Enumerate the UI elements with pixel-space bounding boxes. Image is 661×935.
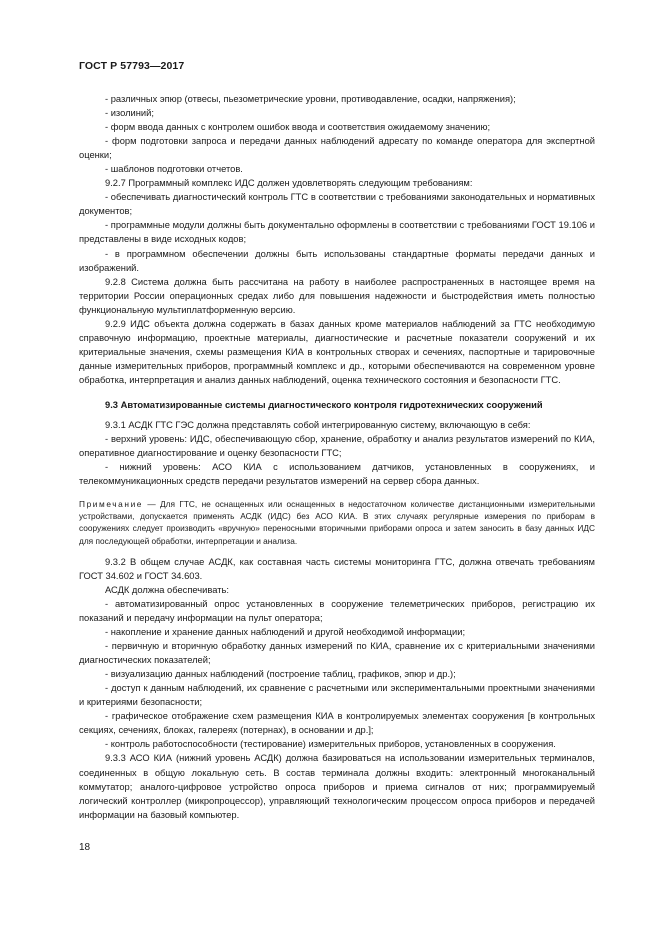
- body-paragraph: - автоматизированный опрос установленных в сооружение телеметрических приборов, регистрацию их показаний и передачу информации на пульт оператора;: [79, 598, 595, 624]
- body-paragraph: АСДК должна обеспечивать:: [105, 584, 229, 595]
- body-paragraph: - программные модули должны быть документально оформлены в соответствии с требованиями ГОСТ 19.106 и представлены в виде исходных кодов;: [79, 220, 595, 245]
- body-paragraph: - графическое отображение схем размещения КИА в контролируемых элементах сооружения [в контрольных секциях, сечениях, блоках, галереях (потернах), в основании и др.];: [79, 711, 595, 736]
- body-paragraph: - верхний уровень: ИДС, обеспечивающую сбор, хранение, обработку и анализ результатов измерений по КИА, оперативное диагностирование и оценку безопасности ГТС;: [79, 433, 595, 458]
- body-paragraph: 9.2.7 Программный комплекс ИДС должен удовлетворять следующим требованиям:: [105, 178, 473, 189]
- page-body: [79, 92, 595, 822]
- body-paragraph: - доступ к данным наблюдений, их сравнение с расчетными или экспериментальными проектными значениями и критериями безопасности;: [79, 683, 595, 708]
- page-number: 18: [79, 842, 91, 853]
- body-paragraph: 9.2.9 ИДС объекта должна содержать в базах данных кроме материалов наблюдений за ГТС необходимую справочную информацию, проектные материалы, диагностические и расчетные показатели сооружений и их критериальные значения, схемы размещения КИА в контрольных створах и сечениях, паспортные и тарировочные данные измерительных приборов, программный комплекс и др., которыми обеспечиваются на современном уровне обработка, интерпретация и анализ данных наблюдений, оценка технического состояния и безопасности ГТС.: [79, 318, 595, 385]
- body-paragraph: 9.3.1 АСДК ГТС ГЭС должна представлять собой интегрированную систему, включающую в себя:: [105, 419, 531, 430]
- body-paragraph: - форм ввода данных с контролем ошибок ввода и соответствия ожидаемому значению;: [105, 122, 491, 133]
- body-paragraph: - изолиний;: [105, 108, 154, 119]
- body-paragraph: - первичную и вторичную обработку данных измерений по КИА, сравнение их с критериальными значениями диагностических показателей;: [79, 641, 595, 666]
- body-paragraph: 9.3.3 АСО КИА (нижний уровень АСДК) должна базироваться на использовании измерительных терминалов, соединенных в общую локальную сеть. В состав терминала должны входить: электронный многоканальный коммутатор; аналого-цифровое устройство опроса приборов и приема сигналов от них; программируемый логический контроллер (микропроцессор), управляющий технологическим процессом опроса приборов и передачей информации на базовый компьютер.: [79, 753, 595, 820]
- body-paragraph: - в программном обеспечении должны быть использованы стандартные форматы передачи данных и изображений.: [79, 248, 595, 273]
- body-paragraph: - форм подготовки запроса и передачи данных наблюдений адресату по команде оператора для экспертной оценки;: [79, 136, 595, 161]
- body-paragraph: - шаблонов подготовки отчетов.: [105, 164, 243, 175]
- body-paragraph: 9.3.2 В общем случае АСДК, как составная часть системы мониторинга ГТС, должна отвечать требованиям ГОСТ 34.602 и ГОСТ 34.603.: [79, 556, 595, 581]
- note-label: Примечание: [79, 499, 144, 510]
- body-paragraph: - контроль работоспособности (тестирование) измерительных приборов, установленных в сооружения.: [105, 739, 556, 750]
- body-paragraph: - визуализацию данных наблюдений (построение таблиц, графиков, эпюр и др.);: [105, 669, 456, 680]
- body-paragraph: - различных эпюр (отвесы, пьезометрические уровни, противодавление, осадки, напряжения);: [105, 94, 516, 104]
- section-heading: 9.3 Автоматизированные системы диагностического контроля гидротехнических сооружений: [105, 399, 543, 410]
- body-paragraph: - обеспечивать диагностический контроль ГТС в соответствии с требованиями законодательных и нормативных документов;: [79, 192, 595, 217]
- note-paragraph: [79, 498, 595, 547]
- body-paragraph: - нижний уровень: АСО КИА с использованием датчиков, установленных в сооружениях, и телекоммуникационных средств передачи результатов измерений на сервер сбора данных.: [79, 461, 595, 486]
- note-text: — Для ГТС, не оснащенных или оснащенных в недостаточном количестве дистанционными измерительными устройствами, допускается применять АСДК (ИДС) без АСО КИА. В этих случаях регулярные измерения по приборам в сооружениях следует производить «вручную» переносными вторичными приборами опроса и затем заносить в базу данных ИДС для последующей обработки, интерпретации и анализа.: [79, 499, 595, 546]
- body-paragraph: - накопление и хранение данных наблюдений и другой необходимой информации;: [105, 627, 466, 638]
- document-code: ГОСТ Р 57793—2017: [79, 60, 185, 72]
- body-paragraph: 9.2.8 Система должна быть рассчитана на работу в наиболее распространенных в настоящее время на территории России операционных средах либо для повышения надежности и быстродействия иметь полностью функциональную мультиплатформенную версию.: [79, 276, 595, 315]
